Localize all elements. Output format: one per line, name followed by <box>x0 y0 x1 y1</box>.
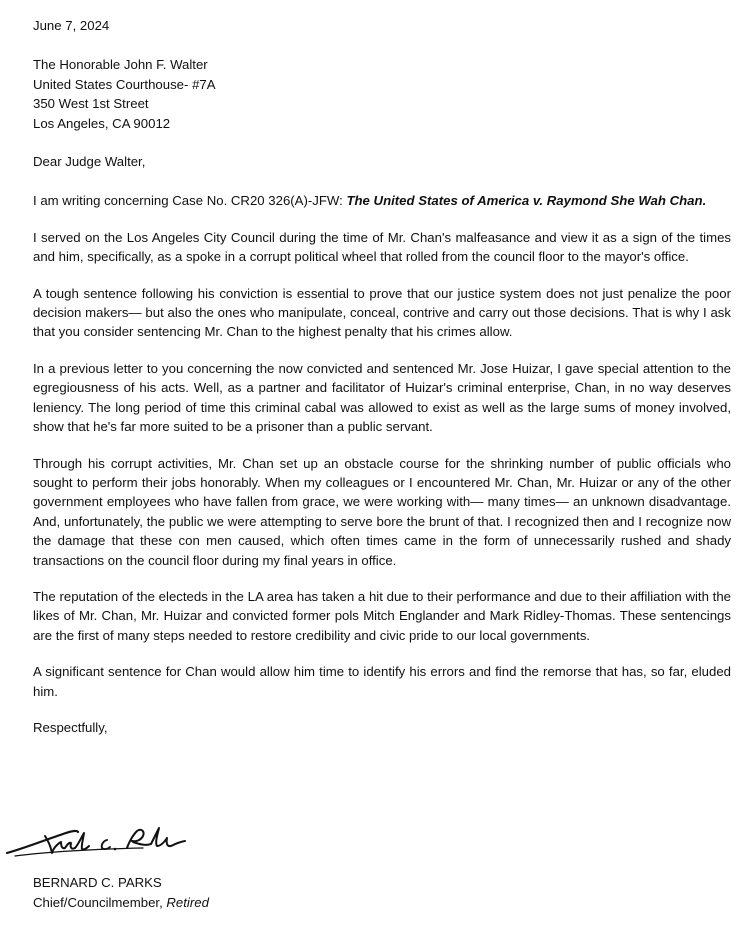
closing: Respectfully, <box>33 719 108 735</box>
recipient-courthouse: United States Courthouse- #7A <box>33 76 216 92</box>
recipient-address <box>33 55 731 133</box>
paragraph-3: In a previous letter to you concerning the now convicted and sentenced Mr. Jose Huizar, I gave special attention to the egregiousness of his acts. Well, as a partner and facilitator of Huizar's criminal enterprise, Chan, in no way deserves leniency. The long period of time this criminal cabal was allowed to exist as well as the large sums of money involved, show that he's far more suited to be a prisoner than a public servant. <box>33 360 731 435</box>
letter-date: June 7, 2024 <box>33 18 110 33</box>
case-title: The United States of America v. Raymond She Wah Chan. <box>346 193 707 209</box>
paragraph-6: A significant sentence for Chan would allow him time to identify his errors and find the remorse that has, so far, eluded him. <box>33 664 731 699</box>
paragraph-4: Through his corrupt activities, Mr. Chan set up an obstacle course for the shrinking number of public officials who sought to perform their jobs honorably. When my colleagues or I encountered Mr. Chan, Mr. Huizar or any of the other government employees who have fallen from grace, we were working with— many times— an unknown disadvantage. And, unfortunately, the public we were attempting to serve bore the brunt of that. I recognized then and I recognize now the damage that these con men caused, which often times came in the form of unnecessarily rushed and shady transactions on the council floor during my final years in office. <box>33 455 731 568</box>
signer-title-text: Chief/Councilmember, <box>33 895 167 910</box>
case-reference <box>33 191 731 210</box>
recipient-name: The Honorable John F. Walter <box>33 57 208 73</box>
letter-body <box>33 16 731 737</box>
recipient-city: Los Angeles, CA 90012 <box>33 115 171 131</box>
paragraph-5: The reputation of the electeds in the LA area has taken a hit due to their performance and due to their affiliation with the likes of Mr. Chan, Mr. Huizar and convicted former pols Mitch Englander and Mark Ridley-Thomas. These sentencings are the first of many steps needed to restore credibility and civic pride to our local governments. <box>33 588 731 643</box>
signer-title-retired: Retired <box>166 895 209 910</box>
recipient-street: 350 West 1st Street <box>33 96 149 112</box>
case-reference-prefix: I am writing concerning Case No. CR20 326(A)-JFW: <box>33 193 347 209</box>
salutation: Dear Judge Walter, <box>33 154 146 170</box>
paragraph-2: A tough sentence following his conviction is essential to prove that our justice system does not just penalize the poor decision makers— but also the ones who manipulate, conceal, contrive and carry out those decisions. That is why I ask that you consider sentencing Mr. Chan to the highest penalty that his crimes allow. <box>33 285 731 340</box>
signer-title <box>33 893 209 912</box>
paragraph-1: I served on the Los Angeles City Council during the time of Mr. Chan's malfeasance and view it as a sign of the times and him, specifically, as a spoke in a corrupt political wheel that rolled from the council floor to the mayor's office. <box>33 229 731 265</box>
signer-name: BERNARD C. PARKS <box>33 875 162 890</box>
handwritten-signature <box>5 822 190 870</box>
